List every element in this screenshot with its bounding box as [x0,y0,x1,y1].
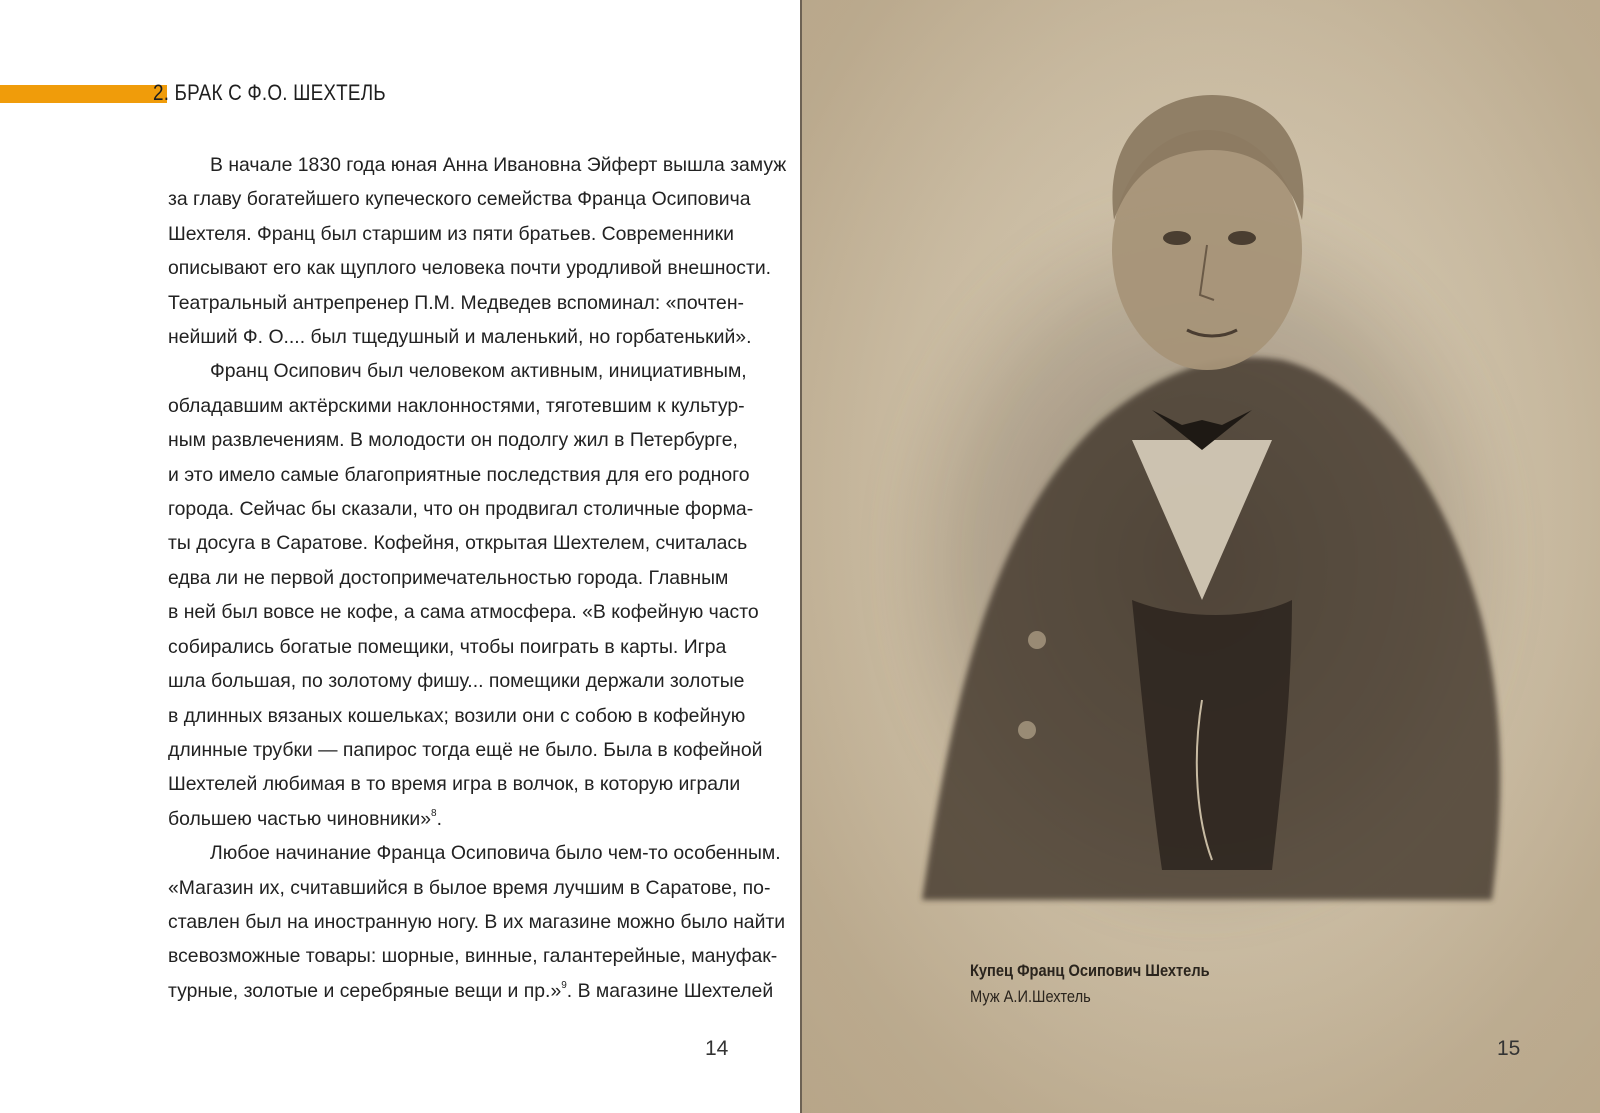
text-line: Франц Осипович был человеком активным, инициативным, [210,360,747,383]
text-line: нейший Ф. О.... был тщедушный и маленький, но горбатенький». [168,326,752,349]
coat-button [1028,631,1046,649]
text-line: шла большая, по золотому фишу... помещики держали золотые [168,670,745,693]
text-line: Театральный антрепренер П.М. Медведев вспоминал: «почтен- [168,291,744,314]
text-line: и это имело самые благоприятные последствия для его родного [168,463,750,486]
text-line: Шехтелей любимая в то время игра в волчок, в которую играли [168,773,741,796]
text-line: ты досуга в Саратове. Кофейня, открытая Шехтелем, считалась [168,532,748,555]
text-line-content: турные, золотые и серебряные вещи и пр.» [168,979,562,1002]
left-eye [1163,231,1191,245]
caption-title: Купец Франц Осипович Шехтель [970,961,1210,980]
text-line: «Магазин их, считавшийся в былое время лучшим в Саратове, по- [168,876,771,899]
caption-subtitle: Муж А.И.Шехтель [970,987,1091,1006]
chapter-heading [153,80,386,106]
page-number-right: 15 [1497,1037,1521,1060]
text-line: ставлен был на иностранную ногу. В их магазине можно было найти [168,910,786,933]
text-line: города. Сейчас бы сказали, что он продвигал столичные форма- [168,498,754,521]
portrait-photo [802,0,1600,1113]
period: . [436,807,442,830]
right-eye [1228,231,1256,245]
text-line-with-footnote [168,802,725,836]
page-number-left: 14 [705,1037,729,1060]
chapter-number: 2. [153,80,170,105]
right-page [800,0,1600,1113]
text-line-with-footnote [168,974,774,1008]
text-line: описывают его как щуплого человека почти уродливой внешности. [168,257,772,280]
text-line-tail: . В магазине Шехтелей [566,979,774,1002]
text-line: Любое начинание Франца Осиповича было чем-то особенным. [210,842,781,865]
footnote-ref-8: 8 [431,807,437,819]
text-line: ным развлечениям. В молодости он подолгу жил в Петербурге, [168,429,738,452]
text-line: в ней был вовсе не кофе, а сама атмосфера. «В кофейную часто [168,601,759,624]
text-line: всевозможные товары: шорные, винные, галантерейные, мануфак- [168,945,778,968]
footnote-ref-9: 9 [561,979,567,991]
text-line: за главу богатейшего купеческого семейства Франца Осиповича [168,188,751,211]
text-line: собирались богатые помещики, чтобы поиграть в карты. Игра [168,635,727,658]
text-line: длинные трубки — папирос тогда ещё не было. Была в кофейной [168,738,763,761]
text-line: едва ли не первой достопримечательностью города. Главным [168,566,729,589]
body-text [168,148,787,1008]
text-line: Шехтеля. Франц был старшим из пяти братьев. Современники [168,222,734,245]
photo-caption [970,958,1249,1010]
text-line: в длинных вязаных кошельках; возили они с собою в кофейную [168,704,746,727]
coat-button [1018,721,1036,739]
chapter-accent-bar [0,85,167,103]
text-line: обладавшим актёрскими наклонностями, тяготевшим к культур- [168,394,745,417]
chapter-title: БРАК С Ф.О. ШЕХТЕЛЬ [174,80,386,105]
text-line: В начале 1830 года юная Анна Ивановна Эйферт вышла замуж [210,154,787,176]
text-line-content: большею частью чиновники» [168,807,432,830]
